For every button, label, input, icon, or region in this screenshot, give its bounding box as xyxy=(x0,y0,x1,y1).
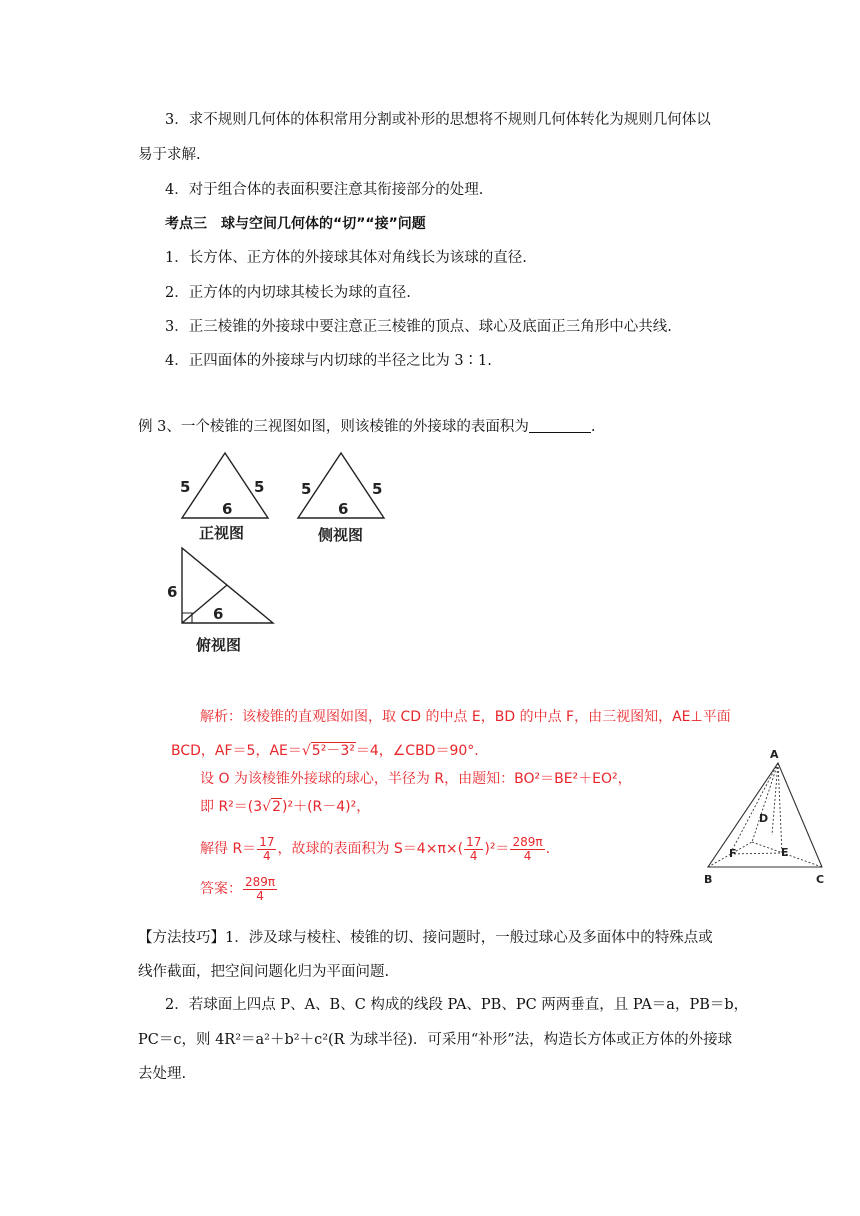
solution-line-5-c: )²＝ xyxy=(484,841,510,857)
front-left-label: 5 xyxy=(180,478,191,496)
method-line-2: 线作截面，把空间问题化归为平面问题. xyxy=(138,964,390,980)
top-view-label: 俯视图 xyxy=(196,636,242,654)
point-2: 2．正方体的内切球其棱长为球的直径. xyxy=(165,285,411,301)
example-question xyxy=(138,417,595,437)
method-line-4: PC＝c，则 4R²＝a²＋b²＋c²(R 为球半径)．可采用“补形”法，构造长方体或正方体的外接球 xyxy=(138,1032,733,1048)
fraction-area: $\frac{289\pi}{4}$ xyxy=(512,834,543,863)
side-view-label: 侧视图 xyxy=(318,526,364,544)
example-text: 例 3、一个棱锥的三视图如图，则该棱锥的外接球的表面积为 xyxy=(138,419,529,435)
top-base-label: 6 xyxy=(213,605,224,623)
text-line-3: 4．对于组合体的表面积要注意其衔接部分的处理. xyxy=(165,182,484,198)
sqrt-expression: 5²－3² xyxy=(311,743,355,759)
sqrt-two: 2 xyxy=(272,799,282,815)
solution-line-2: BCD，AF＝5，AE＝√5²－3²＝4，∠CBD＝90°. xyxy=(171,743,479,759)
three-views-figure xyxy=(165,445,405,660)
solution-line-4: 即 R²＝(3√2)²＋(R－4)²， xyxy=(200,799,371,815)
point-f-label: F xyxy=(729,847,737,860)
method-line-3: 2．若球面上四点 P、A、B、C 构成的线段 PA、PB、PC 两两垂直，且 PA＝a，PB＝b， xyxy=(165,997,749,1013)
solution-line-5-a: 解得 R＝ xyxy=(200,841,257,857)
method-line-1: 【方法技巧】1．涉及球与棱柱、棱锥的切、接问题时，一般过球心及多面体中的特殊点或 xyxy=(138,930,713,946)
answer-fraction: $\frac{289\pi}{4}$ xyxy=(245,874,276,903)
solution-line-4-b: )²＋(R－4)²， xyxy=(282,799,371,815)
segment-ae xyxy=(778,763,782,853)
section-heading: 考点三 球与空间几何体的“切”“接”问题 xyxy=(165,216,426,232)
segment-ao xyxy=(772,763,778,835)
text-line-2: 易于求解. xyxy=(138,147,201,163)
side-base-label: 6 xyxy=(338,500,349,518)
solution-line-5 xyxy=(200,833,550,865)
front-view-label: 正视图 xyxy=(199,524,245,542)
vertex-c-label: C xyxy=(816,873,825,886)
vertex-b-label: B xyxy=(704,873,713,886)
solution-line-2-b: ＝4，∠CBD＝90°. xyxy=(355,743,479,759)
text-line-1: 3．求不规则几何体的体积常用分割或补形的思想将不规则几何体转化为规则几何体以 xyxy=(165,112,711,128)
front-base-label: 6 xyxy=(222,500,233,518)
solution-line-3: 设 O 为该棱锥外接球的球心，半径为 R，由题知：BO²＝BE²＋EO²， xyxy=(200,771,632,787)
solution-line-2-a: BCD，AF＝5，AE＝ xyxy=(171,743,302,759)
top-left-label: 6 xyxy=(167,583,178,601)
segment-fe xyxy=(730,853,782,854)
solution-line-5-d: . xyxy=(545,841,551,857)
solution-line-1: 解析：该棱锥的直观图如图，取 CD 的中点 E，BD 的中点 F，由三视图知，AE⊥平面 xyxy=(200,709,731,725)
point-1: 1．长方体、正方体的外接球其体对角线长为该球的直径. xyxy=(165,250,527,266)
vertex-a-label: A xyxy=(770,748,779,761)
point-4: 4．正四面体的外接球与内切球的半径之比为 3∶1. xyxy=(165,353,492,369)
answer-blank xyxy=(529,418,591,433)
side-left-label: 5 xyxy=(301,480,312,498)
point-3: 3．正三棱锥的外接球中要注意正三棱锥的顶点、球心及底面正三角形中心共线. xyxy=(165,319,672,335)
solution-line-4-a: 即 R²＝(3 xyxy=(200,799,263,815)
answer-label: 答案： xyxy=(200,881,242,897)
segment-af xyxy=(730,763,778,854)
edge-ad xyxy=(752,763,778,842)
example-period: . xyxy=(590,419,596,435)
point-e-label: E xyxy=(781,846,789,859)
fraction-r: $\frac{17}{4}$ xyxy=(259,834,275,863)
method-line-5: 去处理. xyxy=(138,1066,187,1082)
answer-line xyxy=(200,873,278,905)
solution-line-5-b: ，故球的表面积为 S＝4×π×( xyxy=(277,841,464,857)
vertex-d-label: D xyxy=(759,812,769,825)
side-right-label: 5 xyxy=(372,480,383,498)
front-right-label: 5 xyxy=(254,478,265,496)
fraction-r-2: $\frac{17}{4}$ xyxy=(466,834,482,863)
